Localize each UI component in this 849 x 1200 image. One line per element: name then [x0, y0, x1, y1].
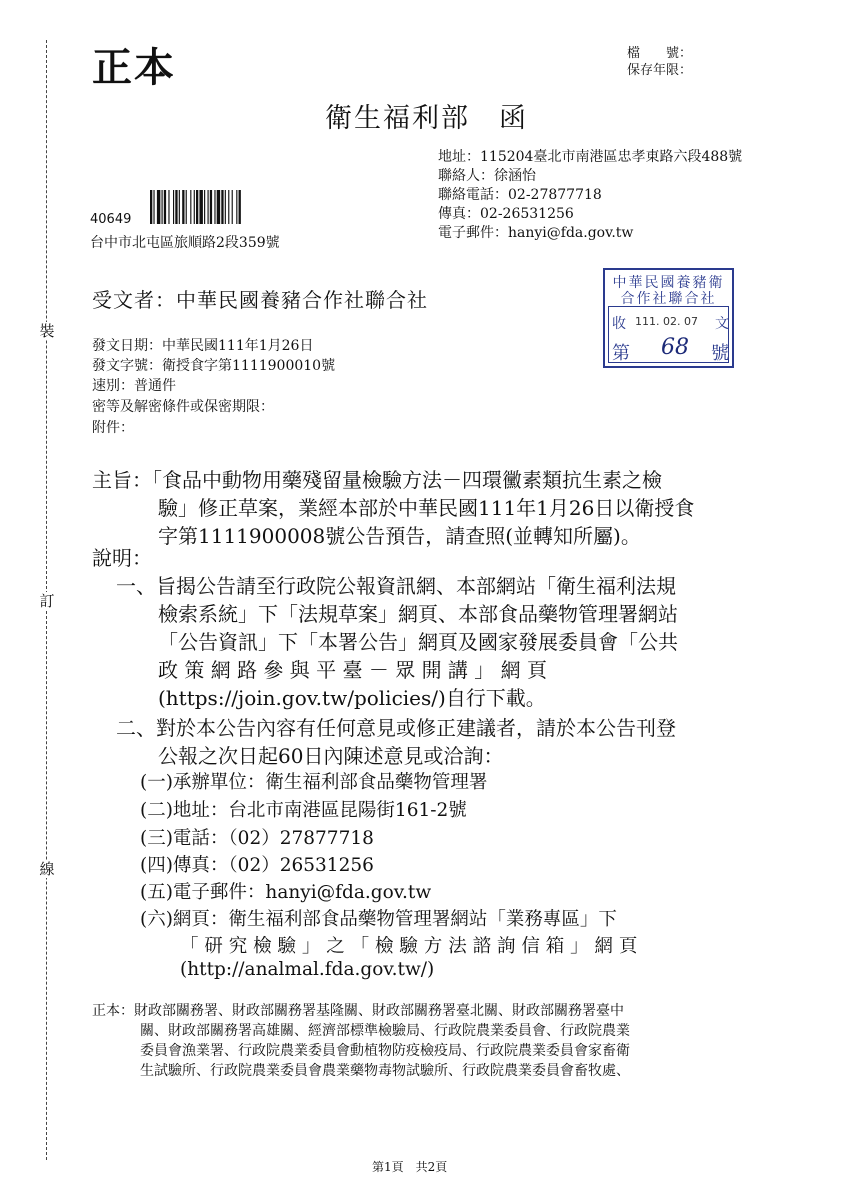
sub-item-3: (三)電話：（02）27877718	[140, 828, 374, 849]
stamp-document-char: 文	[715, 316, 729, 332]
sender-address: 地址：115204臺北市南港區忠孝東路六段488號	[438, 149, 743, 165]
issue-date: 發文日期：中華民國111年1月26日	[92, 338, 314, 354]
delivery-speed: 速別：普通件	[92, 378, 176, 394]
contact-phone: 聯絡電話：02-27877718	[438, 187, 602, 203]
item-1-line-3: 「公告資訊」下「本署公告」網頁及國家發展委員會「公共	[158, 630, 678, 654]
recipient: 受文者：中華民國養豬合作社聯合社	[92, 288, 428, 312]
item-2-line-1: 二、對於本公告內容有任何意見或修正建議者，請於本公告刊登	[116, 716, 676, 740]
sub-item-1: (一)承辦單位：衛生福利部食品藥物管理署	[140, 772, 488, 793]
cc-line-1: 正本：財政部關務署、財政部關務署基隆關、財政部關務署臺北關、財政部關務署臺中	[92, 1003, 624, 1019]
binding-label-bottom: 線	[39, 860, 55, 878]
recipient-address: 台中市北屯區旅順路2段359號	[90, 235, 280, 251]
sub-item-5: (五)電子郵件：hanyi@fda.gov.tw	[140, 882, 432, 903]
stamp-inner-box	[608, 306, 729, 363]
barcode	[150, 190, 302, 224]
contact-fax: 傳真：02-26531256	[438, 206, 574, 222]
stamp-date: 111. 02. 07	[635, 315, 698, 328]
stamp-number-prefix: 第	[612, 343, 630, 364]
attachment-label: 附件：	[92, 420, 134, 436]
binding-label-top: 裝	[39, 322, 55, 340]
sub-item-6-line-3: (http://analmal.fda.gov.tw/)	[180, 959, 435, 980]
subject-line-1: 主旨：「食品中動物用藥殘留量檢驗方法－四環黴素類抗生素之檢	[92, 468, 662, 492]
sub-item-2: (二)地址：台北市南港區昆陽街161-2號	[140, 800, 467, 821]
page-number: 第1頁 共2頁	[372, 1160, 448, 1174]
item-1-line-5: (https://join.gov.tw/policies/)自行下載。	[158, 686, 546, 710]
cc-line-2: 關、財政部關務署高雄關、經濟部標準檢驗局、行政院農業委員會、行政院農業	[140, 1023, 630, 1039]
sub-item-6-line-2: 「 研 究 檢 驗 」 之 「 檢 驗 方 法 諮 詢 信 箱 」 網 頁	[180, 936, 638, 957]
item-1-line-4: 政 策 網 路 參 與 平 臺 － 眾 開 講 」 網 頁	[158, 658, 548, 682]
explanation-label: 說明：	[92, 546, 152, 570]
sub-item-6-line-1: (六)網頁：衛生福利部食品藥物管理署網站「業務專區」下	[140, 909, 617, 930]
stamp-number: 68	[661, 335, 689, 360]
zip-code: 40649	[90, 212, 132, 227]
stamp-org-line2: 合作社聯合社	[620, 291, 717, 307]
cc-line-3: 委員會漁業署、行政院農業委員會動植物防疫檢疫局、行政院農業委員會家畜衛	[140, 1043, 630, 1059]
agency-title: 衛生福利部 函	[325, 103, 528, 134]
stamp-receive-char: 收	[612, 316, 626, 332]
item-1-line-2: 檢索系統」下「法規草案」網頁、本部食品藥物管理署網站	[158, 602, 678, 626]
contact-person: 聯絡人：徐涵怡	[438, 168, 536, 184]
subject-line-2: 驗」修正草案，業經本部於中華民國111年1月26日以衛授食	[158, 496, 695, 520]
stamp-number-suffix: 號	[711, 343, 729, 364]
document-number: 發文字號：衛授食字第1111900010號	[92, 358, 336, 374]
stamp-org-line1: 中華民國養豬衛	[612, 275, 725, 291]
cc-line-4: 生試驗所、行政院農業委員會農業藥物毒物試驗所、行政院農業委員會畜牧處、	[140, 1063, 630, 1079]
contact-email: 電子郵件：hanyi@fda.gov.tw	[438, 225, 634, 241]
receipt-stamp	[603, 268, 734, 368]
retention-label: 保存年限：	[627, 63, 693, 78]
copy-mark: 正本	[92, 44, 176, 91]
binding-label-middle: 訂	[39, 592, 55, 610]
item-1-line-1: 一、旨揭公告請至行政院公報資訊網、本部網站「衛生福利法規	[116, 574, 676, 598]
subject-line-3: 字第1111900008號公告預告，請查照(並轉知所屬)。	[158, 524, 641, 548]
file-number-label: 檔 號：	[627, 46, 693, 61]
secrecy-level: 密等及解密條件或保密期限：	[92, 399, 274, 415]
sub-item-4: (四)傳真：（02）26531256	[140, 855, 374, 876]
item-2-line-2: 公報之次日起60日內陳述意見或洽詢：	[158, 744, 504, 768]
